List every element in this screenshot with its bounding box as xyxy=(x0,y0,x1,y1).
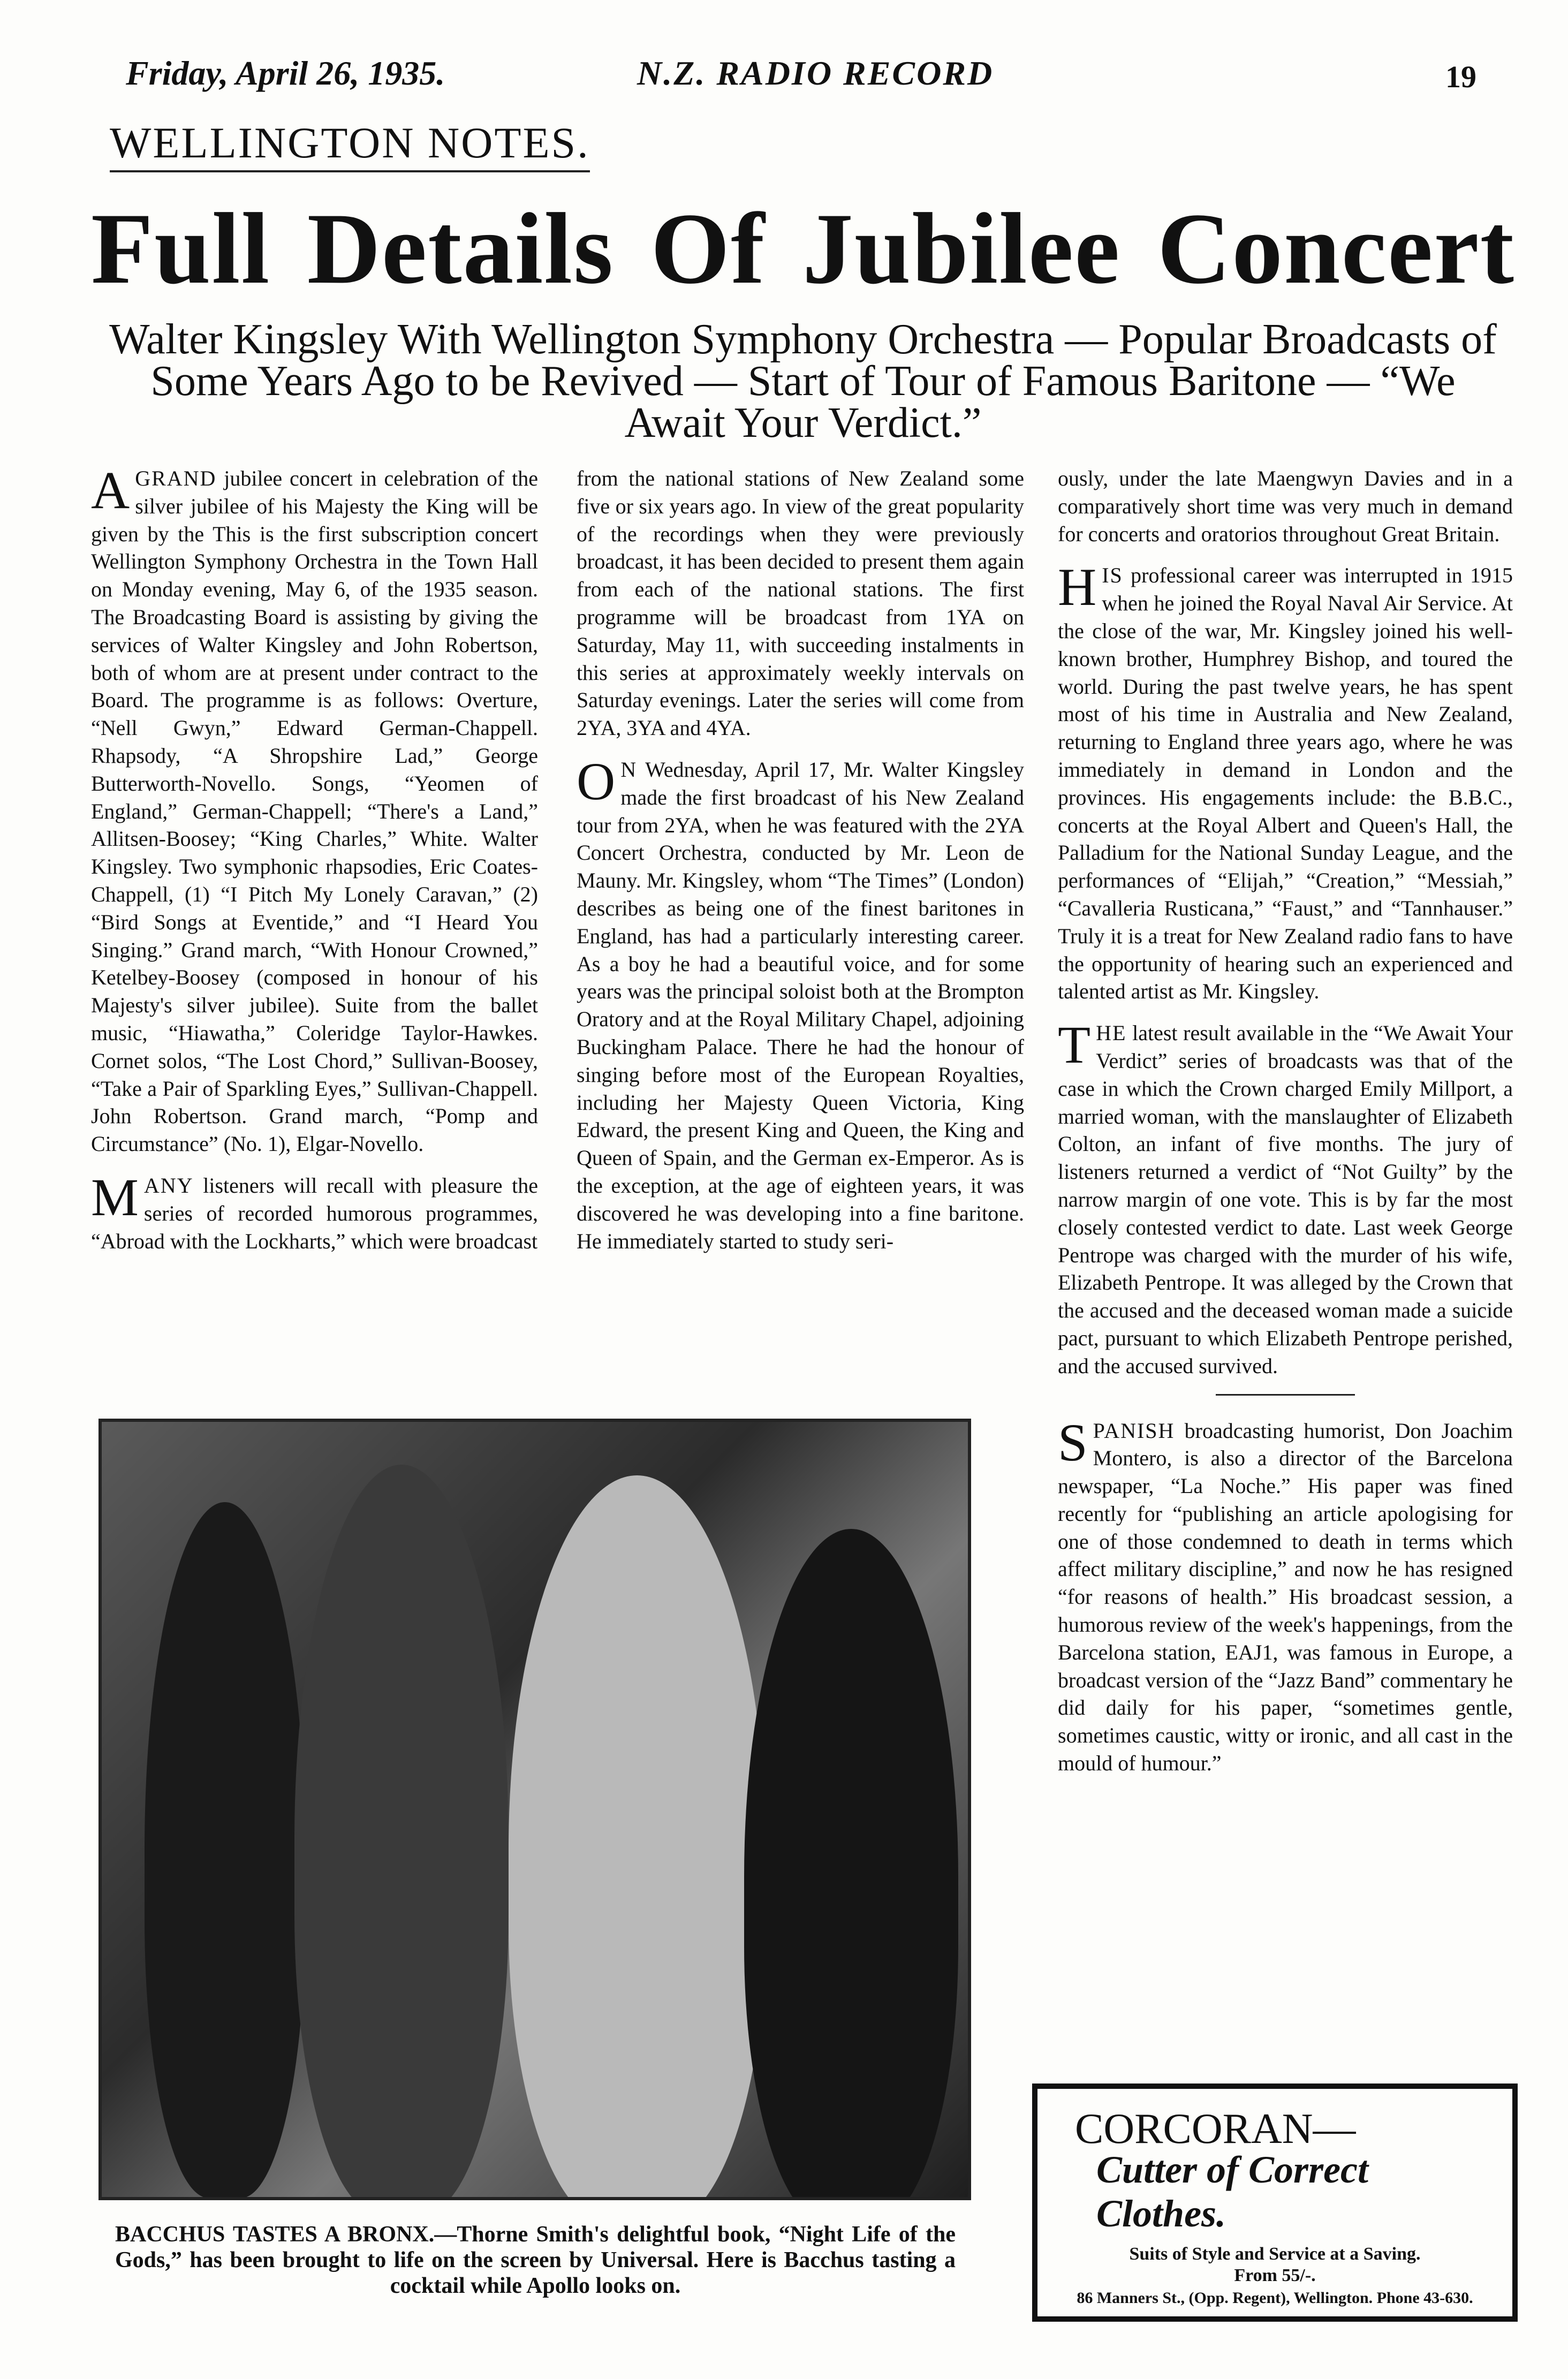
lead-in: IS xyxy=(1102,563,1123,588)
paragraph-text: Wednesday, April 17, Mr. Walter Kingsley made the first broadcast of his New Zealand tour from 2YA, when he was featured with the 2YA Concert Orchestra, conducted by Mr. Leon de Mauny. Mr. Kingsley, whom “The Times” (London) describes as being one of the finest baritones in England, has had a particularly interesting career. As a boy he had a beautiful voice, and for some years was the principal soloist both at the Brompton Oratory and at the Royal Military Chapel, adjoining Buckingham Palace. There he had the honour of singing before most of the European Royalties, including her Majesty Queen Victoria, King Edward, the present King and Queen, the King and Queen of Spain, and the German ex-Emperor. As is the exception, at the age of eighteen years, it was discovered he was developing into a fine baritone. He immediately started to study seri- xyxy=(577,757,1024,1253)
headline: Full Details Of Jubilee Concert xyxy=(91,193,1515,305)
paragraph xyxy=(1058,1015,1513,1380)
corcoran-advertisement xyxy=(1032,2083,1518,2322)
ad-tagline: Suits of Style and Service at a Saving. xyxy=(1129,2244,1421,2264)
lead-in: PANISH xyxy=(1093,1418,1175,1443)
paragraph xyxy=(1058,1412,1513,1777)
paragraph xyxy=(91,460,538,1158)
paragraph-text: listeners will recall with pleasure the series of recorded humorous programmes, “Abroad with the Lockharts,” which were broadcast xyxy=(91,1173,538,1253)
drop-cap: H xyxy=(1058,557,1097,617)
subheadline: Walter Kingsley With Wellington Symphony Orchestra — Popular Broadcasts of Some Years Ago to be Revived — Start of Tour of Famous Baritone — “We Await Your Verdict.” xyxy=(109,316,1497,446)
ad-price: From 55/-. xyxy=(1234,2266,1316,2285)
paragraph xyxy=(577,751,1024,1255)
divider xyxy=(1216,1394,1355,1396)
lead-in: GRAND xyxy=(135,466,217,490)
article-column-3 xyxy=(1058,465,1513,1791)
paragraph xyxy=(1058,465,1513,548)
ad-slogan: Cutter of Correct Clothes. xyxy=(1096,2148,1369,2235)
paragraph xyxy=(577,465,1024,742)
drop-cap: O xyxy=(577,751,616,811)
drop-cap: A xyxy=(91,460,130,520)
paragraph-text: from the national stations of New Zealand some five or six years ago. In view of the great popularity of the recordings when they were previously broadcast, it has been decided to present them again from each of the national stations. The first programme will be broadcast from 1YA on Saturday, May 11, with succeeding instalments in this series at approximately weekly intervals on Saturday evenings. Later the series will come from 2YA, 3YA and 4YA. xyxy=(577,466,1024,740)
photo-caption: BACCHUS TASTES A BRONX.—Thorne Smith's delightful book, “Night Life of the Gods,” has been brought to life on the screen by Universal. Here is Bacchus tasting a cocktail while Apollo looks on. xyxy=(115,2222,956,2298)
paragraph-text: latest result available in the “We Await Your Verdict” series of broadcasts was that of the case in which the Crown charged Emily Millport, a married woman, with the manslaughter of Elizabeth Colton, an infant of five months. The jury of listeners returned a verdict of “Not Guilty” by the narrow margin of one vote. This is by far the most closely contested verdict to date. Last week George Pentrope was charged with the murder of his wife, Elizabeth Pentrope. It was alleged by the Crown that the accused and the deceased woman made a suicide pact, pursuant to which Elizabeth Pentrope perished, and the accused survived. xyxy=(1058,1021,1513,1378)
figure-woman xyxy=(744,1529,958,2200)
section-title: WELLINGTON NOTES. xyxy=(110,118,590,172)
publication-title: N.Z. RADIO RECORD xyxy=(637,54,994,92)
paragraph xyxy=(91,1167,538,1255)
ad-name: CORCORAN— xyxy=(1075,2105,1356,2153)
lead-in: N xyxy=(620,757,638,782)
article-column-1 xyxy=(91,460,538,1269)
film-still-photo xyxy=(99,1419,971,2200)
figure-apollo xyxy=(294,1465,509,2200)
ad-address: 86 Manners St., (Opp. Regent), Wellington. Phone 43-630. xyxy=(1077,2289,1473,2307)
issue-date: Friday, April 26, 1935. xyxy=(126,54,445,92)
lead-in: HE xyxy=(1096,1021,1127,1045)
paragraph-text: ously, under the late Maengwyn Davies and in a comparatively short time was very much in demand for concerts and oratorios throughout Great Britain. xyxy=(1058,466,1513,546)
drop-cap: M xyxy=(91,1167,139,1227)
drop-cap: S xyxy=(1058,1412,1088,1472)
paragraph xyxy=(1058,557,1513,1005)
figure-left xyxy=(145,1502,305,2198)
figure-bacchus xyxy=(509,1475,766,2200)
drop-cap: T xyxy=(1058,1015,1091,1075)
lead-in: ANY xyxy=(143,1173,194,1198)
paragraph-text: broadcasting humorist, Don Joachim Montero, is also a director of the Barcelona newspaper, “La Noche.” His paper was fined recently for “publishing an article apologising for one of those condemned to death in terms which affect military discipline,” and now he has resigned “for reasons of health.” His broadcast session, a humorous review of the week's happenings, from the Barcelona station, EAJ1, was famous in Europe, a broadcast version of the “Jazz Band” commentary he did daily for his paper, “sometimes gentle, sometimes caustic, witty or ironic, and all cast in the mould of humour.” xyxy=(1058,1418,1513,1776)
page-number: 19 xyxy=(1445,59,1476,94)
article-column-2 xyxy=(577,465,1024,1269)
paragraph-text: professional career was interrupted in 1915 when he joined the Royal Naval Air Service. At the close of the war, Mr. Kingsley joined his well-known brother, Humphrey Bishop, and toured the world. During the past twelve years, he has spent most of his time in Australia and New Zealand, returning to England three years ago, where he was immediately in demand in London and the provinces. His engagements include: the B.B.C., concerts at the Royal Albert and Queen's Hall, the Palladium for the National Sunday League, and the performances of “Elijah,” “Creation,” “Messiah,” “Cavalleria Rusticana,” “Faust,” and “Tannhauser.” Truly it is a treat for New Zealand radio fans to have the opportunity of hearing such an experienced and talented artist as Mr. Kingsley. xyxy=(1058,563,1513,1004)
paragraph-text: jubilee concert in celebration of the silver jubilee of his Majesty the King will be given by the This is the first subscription concert Wellington Symphony Orchestra in the Town Hall on Monday evening, May 6, of the 1935 season. The Broadcasting Board is assisting by giving the services of Walter Kingsley and John Robertson, both of whom are at present under contract to the Board. The programme is as follows: Overture, “Nell Gwyn,” Edward German-Chappell. Rhapsody, “A Shropshire Lad,” George Butterworth-Novello. Songs, “Yeomen of England,” German-Chappell; “There's a Land,” Allitsen-Boosey; “King Charles,” White. Walter Kingsley. Two symphonic rhapsodies, Eric Coates-Chappell, (1) “I Pitch My Lonely Caravan,” (2) “Bird Songs at Eventide,” and “I Heard You Singing.” Grand march, “With Honour Crowned,” Ketelbey-Boosey (composed in honour of his Majesty's silver jubilee). Suite from the ballet music, “Hiawatha,” Coleridge Taylor-Hawkes. Cornet solos, “The Lost Chord,” Sullivan-Boosey, “Take a Pair of Sparkling Eyes,” Sullivan-Chappell. John Robertson. Grand march, “Pomp and Circumstance” (No. 1), Elgar-Novello. xyxy=(91,466,538,1156)
